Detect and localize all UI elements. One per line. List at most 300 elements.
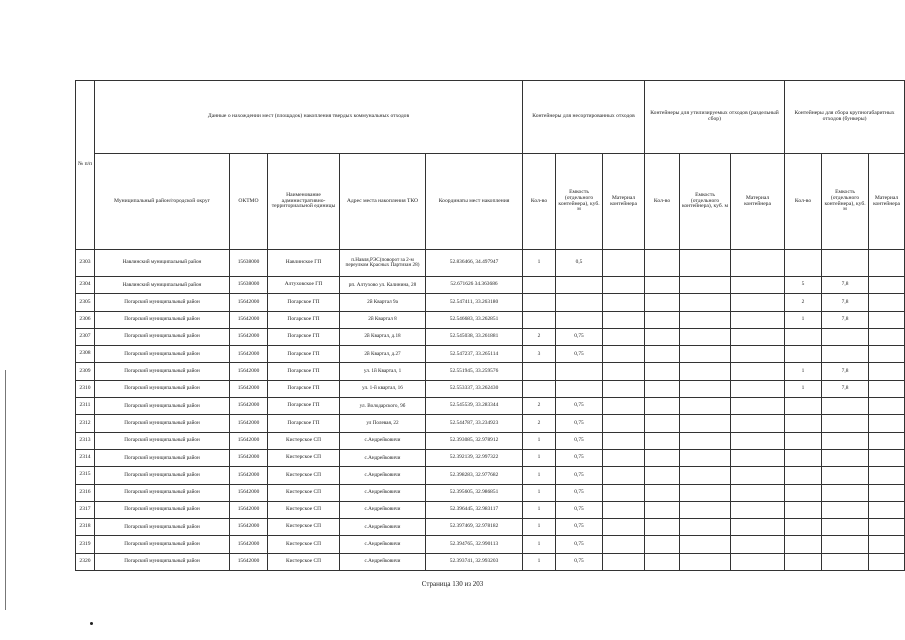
cell-unsorted-count: 1 [523, 484, 556, 501]
cell-sorted-capacity [680, 294, 731, 311]
cell-sorted-material [731, 294, 785, 311]
cell-unsorted-count [523, 311, 556, 328]
cell-bulky-capacity [822, 398, 869, 415]
cell-oktmo: 15642000 [230, 484, 268, 501]
cell-bulky-capacity [822, 346, 869, 363]
cell-address: с.Андрейковичи [340, 553, 426, 570]
cell-bulky-count [785, 346, 822, 363]
cell-sorted-capacity [680, 328, 731, 345]
cell-unsorted-capacity: 0,75 [556, 484, 603, 501]
cell-bulky-capacity [822, 449, 869, 466]
cell-bulky-count: 2 [785, 294, 822, 311]
cell-num: 2312 [76, 415, 95, 432]
cell-unsorted-material [603, 553, 645, 570]
cell-address: с.Андрейковичи [340, 484, 426, 501]
cell-address: с.Андрейковичи [340, 501, 426, 518]
cell-district: Погарский муниципальный район [95, 328, 230, 345]
cell-oktmo: 15642000 [230, 432, 268, 449]
cell-address: 2й Квартал, д.27 [340, 346, 426, 363]
cell-unsorted-count: 2 [523, 415, 556, 432]
cell-sorted-count [645, 432, 680, 449]
header-unsorted-count: Кол-во [523, 154, 556, 250]
header-district: Муниципальный район/городской округ [95, 154, 230, 250]
cell-sorted-capacity [680, 484, 731, 501]
cell-address: рп. Алтухово ул. Калинина, 28 [340, 277, 426, 294]
cell-sorted-capacity [680, 311, 731, 328]
cell-sorted-count [645, 519, 680, 536]
cell-district: Погарский муниципальный район [95, 449, 230, 466]
cell-num: 2303 [76, 250, 95, 277]
cell-sorted-material [731, 380, 785, 397]
cell-unit: Кистерское СП [268, 519, 340, 536]
cell-unit: Погарское ГП [268, 398, 340, 415]
cell-unit: Кистерское СП [268, 536, 340, 553]
cell-sorted-count [645, 415, 680, 432]
cell-num: 2311 [76, 398, 95, 415]
cell-bulky-material [869, 277, 905, 294]
cell-sorted-capacity [680, 553, 731, 570]
table-row [76, 398, 905, 415]
cell-sorted-count [645, 380, 680, 397]
cell-unsorted-capacity: 0,75 [556, 328, 603, 345]
header-num: № п/п [76, 81, 95, 250]
cell-address: с.Андрейковичи [340, 519, 426, 536]
cell-sorted-material [731, 277, 785, 294]
cell-sorted-material [731, 415, 785, 432]
cell-sorted-count [645, 501, 680, 518]
cell-district: Погарский муниципальный район [95, 467, 230, 484]
cell-address: п.Навля,РЭС(поворот за 2-м переулком Красных Партизан 28) [340, 250, 426, 277]
cell-district: Погарский муниципальный район [95, 380, 230, 397]
cell-bulky-capacity [822, 519, 869, 536]
cell-unsorted-count: 1 [523, 250, 556, 277]
table-row [76, 415, 905, 432]
cell-unsorted-capacity: 0,75 [556, 519, 603, 536]
table-row [76, 380, 905, 397]
cell-address: с.Андрейковичи [340, 449, 426, 466]
cell-bulky-material [869, 328, 905, 345]
table-row [76, 519, 905, 536]
cell-bulky-material [869, 294, 905, 311]
header-unit: Наименование административно-территориальной единицы [268, 154, 340, 250]
cell-bulky-material [869, 484, 905, 501]
cell-unsorted-material [603, 467, 645, 484]
cell-coords: 52.393085, 32.978912 [426, 432, 523, 449]
cell-bulky-material [869, 467, 905, 484]
cell-num: 2316 [76, 484, 95, 501]
cell-coords: 52.547237, 33.265114 [426, 346, 523, 363]
cell-unsorted-material [603, 346, 645, 363]
cell-bulky-material [869, 501, 905, 518]
cell-bulky-capacity [822, 328, 869, 345]
cell-num: 2314 [76, 449, 95, 466]
cell-sorted-material [731, 553, 785, 570]
cell-sorted-capacity [680, 250, 731, 277]
cell-coords: 52.551945, 33.259576 [426, 363, 523, 380]
cell-bulky-capacity [822, 250, 869, 277]
cell-coords: 52.398283, 32.977682 [426, 467, 523, 484]
cell-bulky-count [785, 519, 822, 536]
cell-bulky-count [785, 501, 822, 518]
cell-oktmo: 15642000 [230, 311, 268, 328]
table-row [76, 277, 905, 294]
cell-unsorted-count: 1 [523, 501, 556, 518]
cell-bulky-count: 1 [785, 380, 822, 397]
cell-unsorted-count: 1 [523, 536, 556, 553]
cell-bulky-count [785, 536, 822, 553]
cell-bulky-capacity [822, 484, 869, 501]
cell-address: с.Андрейковичи [340, 467, 426, 484]
cell-unsorted-material [603, 380, 645, 397]
cell-sorted-material [731, 519, 785, 536]
cell-sorted-count [645, 346, 680, 363]
cell-unit: Погарское ГП [268, 294, 340, 311]
cell-unit: Навлинское ГП [268, 250, 340, 277]
cell-bulky-count [785, 328, 822, 345]
cell-num: 2319 [76, 536, 95, 553]
cell-sorted-material [731, 311, 785, 328]
cell-unsorted-capacity [556, 363, 603, 380]
cell-unsorted-capacity: 0,75 [556, 398, 603, 415]
cell-coords: 52.836466, 34.497947 [426, 250, 523, 277]
cell-sorted-material [731, 346, 785, 363]
header-row-groups [76, 81, 905, 154]
cell-coords: 52.394765, 32.990113 [426, 536, 523, 553]
cell-bulky-count [785, 484, 822, 501]
cell-unsorted-material [603, 294, 645, 311]
cell-unsorted-material [603, 250, 645, 277]
header-sorted-count: Кол-во [645, 154, 680, 250]
table-row [76, 484, 905, 501]
header-address: Адрес места накопления ТКО [340, 154, 426, 250]
cell-bulky-count: 5 [785, 277, 822, 294]
cell-unsorted-count: 1 [523, 553, 556, 570]
cell-oktmo: 15642000 [230, 363, 268, 380]
cell-oktmo: 15638000 [230, 250, 268, 277]
cell-district: Погарский муниципальный район [95, 553, 230, 570]
cell-district: Погарский муниципальный район [95, 432, 230, 449]
cell-unsorted-count: 1 [523, 467, 556, 484]
scan-dot [90, 622, 93, 625]
cell-unit: Кистерское СП [268, 484, 340, 501]
cell-coords: 52.545038, 33.261881 [426, 328, 523, 345]
cell-sorted-count [645, 328, 680, 345]
cell-sorted-count [645, 449, 680, 466]
cell-unsorted-material [603, 449, 645, 466]
cell-unsorted-count: 2 [523, 398, 556, 415]
cell-coords: 52.671626 34.363686 [426, 277, 523, 294]
header-sorted-material: Материал контейнера [731, 154, 785, 250]
cell-unit: Погарское ГП [268, 328, 340, 345]
cell-bulky-capacity [822, 553, 869, 570]
table-row [76, 449, 905, 466]
cell-oktmo: 15642000 [230, 467, 268, 484]
cell-sorted-capacity [680, 363, 731, 380]
cell-unit: Погарское ГП [268, 380, 340, 397]
cell-bulky-material [869, 536, 905, 553]
cell-sorted-count [645, 250, 680, 277]
cell-bulky-material [869, 380, 905, 397]
header-group-sorted: Контейнеры для утилизируемых отходов (раздельный сбор) [645, 81, 785, 154]
cell-oktmo: 15642000 [230, 449, 268, 466]
cell-address: 2й Квартал 9а [340, 294, 426, 311]
cell-unsorted-capacity: 0,75 [556, 432, 603, 449]
cell-bulky-capacity: 7,8 [822, 380, 869, 397]
cell-num: 2306 [76, 311, 95, 328]
cell-bulky-material [869, 250, 905, 277]
cell-address: с.Андрейковичи [340, 432, 426, 449]
cell-sorted-capacity [680, 467, 731, 484]
cell-district: Навлинский муниципальный район [95, 277, 230, 294]
cell-bulky-capacity [822, 536, 869, 553]
cell-unit: Алтуховское ГП [268, 277, 340, 294]
cell-unsorted-material [603, 277, 645, 294]
cell-sorted-count [645, 398, 680, 415]
cell-bulky-count [785, 432, 822, 449]
header-oktmo: ОКТМО [230, 154, 268, 250]
cell-district: Погарский муниципальный район [95, 484, 230, 501]
cell-oktmo: 15642000 [230, 346, 268, 363]
header-unsorted-material: Материал контейнера [603, 154, 645, 250]
cell-bulky-capacity [822, 467, 869, 484]
cell-coords: 52.553337, 33.262430 [426, 380, 523, 397]
cell-sorted-count [645, 484, 680, 501]
cell-num: 2310 [76, 380, 95, 397]
cell-oktmo: 15642000 [230, 398, 268, 415]
cell-bulky-count [785, 415, 822, 432]
cell-coords: 52.547411, 33.263180 [426, 294, 523, 311]
cell-district: Погарский муниципальный район [95, 346, 230, 363]
cell-unsorted-material [603, 484, 645, 501]
cell-unit: Погарское ГП [268, 415, 340, 432]
cell-num: 2320 [76, 553, 95, 570]
header-bulky-capacity: Емкость (отдельного контейнера), куб. м [822, 154, 869, 250]
cell-bulky-material [869, 553, 905, 570]
cell-oktmo: 15638000 [230, 277, 268, 294]
cell-district: Погарский муниципальный район [95, 311, 230, 328]
cell-address: ул. 1й Квартал, 1 [340, 363, 426, 380]
cell-sorted-count [645, 294, 680, 311]
cell-district: Погарский муниципальный район [95, 398, 230, 415]
cell-unsorted-count: 2 [523, 328, 556, 345]
cell-oktmo: 15642000 [230, 501, 268, 518]
cell-oktmo: 15642000 [230, 294, 268, 311]
cell-sorted-count [645, 311, 680, 328]
cell-oktmo: 15642000 [230, 328, 268, 345]
cell-num: 2313 [76, 432, 95, 449]
cell-bulky-count [785, 449, 822, 466]
cell-bulky-material [869, 363, 905, 380]
cell-bulky-count [785, 553, 822, 570]
cell-bulky-capacity: 7,8 [822, 277, 869, 294]
cell-coords: 52.395605, 32.986851 [426, 484, 523, 501]
cell-bulky-capacity: 7,8 [822, 311, 869, 328]
cell-oktmo: 15642000 [230, 380, 268, 397]
cell-unsorted-material [603, 398, 645, 415]
cell-unsorted-count [523, 380, 556, 397]
cell-unit: Кистерское СП [268, 432, 340, 449]
cell-unsorted-capacity: 0,75 [556, 346, 603, 363]
header-group-bulky: Контейнеры для сбора крупногабаритных отходов (бункеры) [785, 81, 905, 154]
cell-sorted-count [645, 536, 680, 553]
cell-bulky-capacity [822, 432, 869, 449]
cell-sorted-material [731, 250, 785, 277]
cell-address: ул. 1-й квартал, 16 [340, 380, 426, 397]
cell-unit: Кистерское СП [268, 501, 340, 518]
cell-district: Погарский муниципальный район [95, 363, 230, 380]
cell-address: 2й Квартал 8 [340, 311, 426, 328]
cell-address: с.Андрейковичи [340, 536, 426, 553]
cell-coords: 52.392139, 32.997322 [426, 449, 523, 466]
cell-sorted-count [645, 467, 680, 484]
table-row [76, 501, 905, 518]
header-group-location: Данные о нахождении мест (площадок) накопления твердых коммунальных отходов [95, 81, 523, 154]
cell-unsorted-capacity [556, 380, 603, 397]
cell-unit: Кистерское СП [268, 553, 340, 570]
cell-sorted-capacity [680, 449, 731, 466]
cell-num: 2317 [76, 501, 95, 518]
cell-sorted-capacity [680, 415, 731, 432]
cell-unsorted-capacity [556, 277, 603, 294]
cell-bulky-material [869, 432, 905, 449]
cell-coords: 52.544787, 33.234923 [426, 415, 523, 432]
cell-unsorted-capacity: 0,75 [556, 536, 603, 553]
cell-unsorted-capacity: 0,75 [556, 449, 603, 466]
cell-unsorted-count: 1 [523, 432, 556, 449]
cell-sorted-material [731, 501, 785, 518]
cell-unsorted-capacity [556, 311, 603, 328]
cell-num: 2305 [76, 294, 95, 311]
cell-unsorted-count [523, 294, 556, 311]
table-row [76, 346, 905, 363]
cell-num: 2308 [76, 346, 95, 363]
cell-sorted-capacity [680, 432, 731, 449]
cell-bulky-capacity: 7,8 [822, 294, 869, 311]
cell-sorted-capacity [680, 277, 731, 294]
cell-sorted-material [731, 536, 785, 553]
header-coords: Координаты мест накопления [426, 154, 523, 250]
cell-district: Погарский муниципальный район [95, 294, 230, 311]
table-row [76, 328, 905, 345]
waste-sites-table [75, 80, 905, 571]
cell-coords: 52.546683, 33.262851 [426, 311, 523, 328]
cell-unsorted-count: 1 [523, 519, 556, 536]
cell-address: ул Полевая, 22 [340, 415, 426, 432]
cell-oktmo: 15642000 [230, 553, 268, 570]
cell-oktmo: 15642000 [230, 415, 268, 432]
cell-unsorted-count [523, 363, 556, 380]
cell-sorted-capacity [680, 501, 731, 518]
cell-unsorted-material [603, 311, 645, 328]
scan-margin-line [5, 370, 6, 610]
header-bulky-material: Материал контейнера [869, 154, 905, 250]
cell-sorted-count [645, 553, 680, 570]
cell-unsorted-material [603, 363, 645, 380]
cell-unsorted-capacity [556, 294, 603, 311]
table-row [76, 536, 905, 553]
cell-coords: 52.397469, 32.978182 [426, 519, 523, 536]
cell-unit: Кистерское СП [268, 449, 340, 466]
cell-bulky-count [785, 467, 822, 484]
cell-unsorted-material [603, 536, 645, 553]
cell-sorted-material [731, 363, 785, 380]
cell-unsorted-material [603, 432, 645, 449]
cell-district: Навлинский муниципальный район [95, 250, 230, 277]
cell-coords: 52.396445, 32.983117 [426, 501, 523, 518]
cell-bulky-capacity [822, 501, 869, 518]
cell-sorted-material [731, 328, 785, 345]
cell-unsorted-count: 3 [523, 346, 556, 363]
table-row [76, 311, 905, 328]
cell-unit: Кистерское СП [268, 467, 340, 484]
table-row [76, 294, 905, 311]
cell-sorted-capacity [680, 519, 731, 536]
cell-coords: 52.393741, 32.993203 [426, 553, 523, 570]
cell-sorted-material [731, 467, 785, 484]
cell-bulky-count [785, 398, 822, 415]
cell-address: ул. Володарского, 9б [340, 398, 426, 415]
cell-unsorted-count [523, 277, 556, 294]
cell-unsorted-capacity: 0,75 [556, 415, 603, 432]
cell-unsorted-material [603, 501, 645, 518]
table-row [76, 250, 905, 277]
cell-sorted-count [645, 277, 680, 294]
header-row-columns [76, 154, 905, 250]
page-number: Страница 130 из 203 [421, 580, 484, 588]
cell-sorted-capacity [680, 346, 731, 363]
cell-unsorted-material [603, 415, 645, 432]
cell-unsorted-capacity: 0,75 [556, 501, 603, 518]
cell-bulky-material [869, 449, 905, 466]
cell-num: 2315 [76, 467, 95, 484]
cell-bulky-count: 1 [785, 363, 822, 380]
header-group-unsorted: Контейнеры для несортированных отходов [523, 81, 645, 154]
cell-unsorted-capacity: 0,5 [556, 250, 603, 277]
cell-bulky-material [869, 519, 905, 536]
cell-district: Погарский муниципальный район [95, 519, 230, 536]
cell-sorted-material [731, 449, 785, 466]
cell-oktmo: 15642000 [230, 519, 268, 536]
cell-bulky-material [869, 415, 905, 432]
cell-sorted-material [731, 484, 785, 501]
cell-bulky-material [869, 311, 905, 328]
cell-address: 2й Квартал, д.18 [340, 328, 426, 345]
cell-sorted-material [731, 432, 785, 449]
cell-bulky-material [869, 346, 905, 363]
cell-sorted-capacity [680, 380, 731, 397]
header-bulky-count: Кол-во [785, 154, 822, 250]
cell-unit: Погарское ГП [268, 311, 340, 328]
cell-coords: 52.545539, 33.283344 [426, 398, 523, 415]
table-row [76, 432, 905, 449]
header-unsorted-capacity: Емкость (отдельного контейнера), куб. м [556, 154, 603, 250]
cell-district: Погарский муниципальный район [95, 536, 230, 553]
cell-unsorted-material [603, 328, 645, 345]
table-row [76, 363, 905, 380]
cell-district: Погарский муниципальный район [95, 501, 230, 518]
cell-sorted-capacity [680, 536, 731, 553]
header-sorted-capacity: Емкость (отдельного контейнера), куб. м [680, 154, 731, 250]
cell-bulky-count: 1 [785, 311, 822, 328]
cell-num: 2304 [76, 277, 95, 294]
cell-unsorted-capacity: 0,75 [556, 553, 603, 570]
cell-unsorted-capacity: 0,75 [556, 467, 603, 484]
cell-unit: Погарское ГП [268, 363, 340, 380]
cell-unit: Погарское ГП [268, 346, 340, 363]
cell-bulky-capacity [822, 415, 869, 432]
cell-oktmo: 15642000 [230, 536, 268, 553]
cell-district: Погарский муниципальный район [95, 415, 230, 432]
